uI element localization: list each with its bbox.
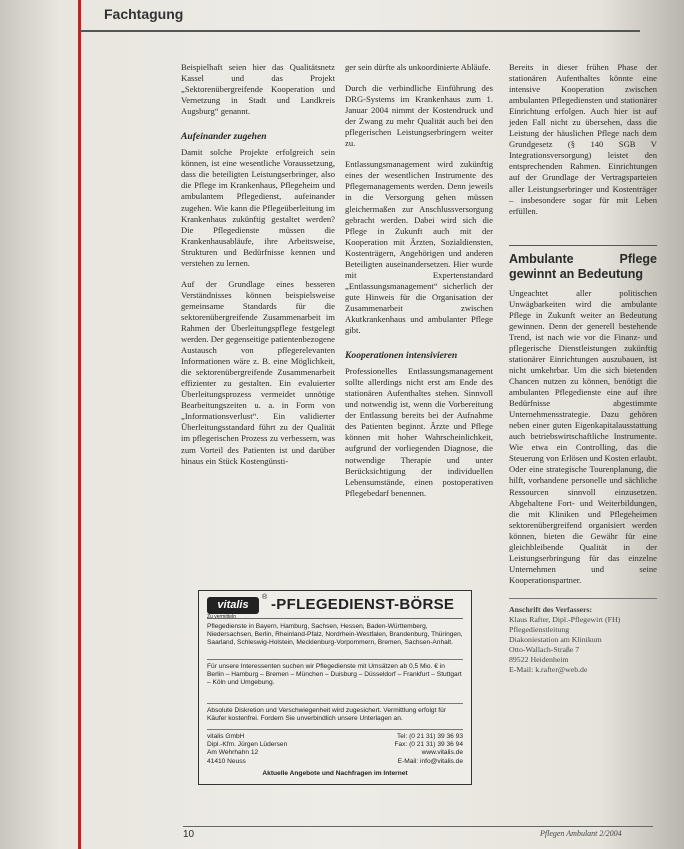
paragraph: ger sein dürfte als unkoordinierte Abläufe. <box>345 62 491 72</box>
subheading: Aufeinander zugehen <box>181 131 267 143</box>
ad-section: Pflegedienste in Bayern, Hamburg, Sachsen, Hessen, Baden-Württemberg, Niedersachsen, Berlin, Rheinland-Pfalz, Nordrhein-Westfalen, Brandenburg, Thüringen, Saarland, Schleswig-Holstein, Mecklenburg-Vorpommern, Bremen, Sachsen-Anhalt. <box>207 623 463 647</box>
author-line: Pflegedienstleitung <box>509 624 570 634</box>
paragraph: Ungeachtet aller politischen Unwägbarkeiten wird die ambulante Pflege in Zukunft weiter an Bedeutung gewinnen. Denn der generell bestehende Trend, ist nach wie vor die Finanz- und pflegerische Dienstleistungen zukünftig stationärer Einrichtungen auszubauen, ist nicht umkehrbar. Um die sich bietenden Chancen nutzen zu können, benötigt die ambulanten Pflegedienste eine auf ihre Bedürfnisse abgestimmte Unternehmensstrategie. Dazu gehören neben einer guten Eigenkapitalausstattung auch betriebswirtschaftliche Instrumente. Wie etwa ein Controlling, das die Steuerung von Erlösen und Kosten erlaubt. Oder eine strategische Tourenplanung, die hilft, vorhandene personelle und sächliche Ressourcen sinnvoll einzusetzen. Abgehaltene Fort- und Weiterbildungen, die mit Kliniken und Pflegeheimen sektorenübergreifend organisiert werden können, bieten die Gewähr für eine gleichbleibende Qualität in der Leistungserbringung für das einzelne Unternehmen und seine Kooperationspartner. <box>509 287 657 585</box>
author-address <box>509 598 657 675</box>
ad-header <box>207 596 463 619</box>
author-line: Diakoniestation am Klinikum <box>509 634 602 644</box>
section-title: Fachtagung <box>104 6 184 22</box>
paragraph: Bereits in dieser frühen Phase der stationären Aufenthaltes könnte eine intensive Kooperation zwischen ambulanten Pflegediensten und stationärer Einrichtung erfolgen. Auch hier ist auf jeden Fall nicht zu übersehen, dass die Leistung der häuslichen Pflege nach dem Grundgesetz (§ 140 SGB V Integrationsversorgung) leistet den entsprechenden Rahmen. Einrichtungen auf der Grundlage der Vertragsparteien aller Leistungserbringer und Kostenträger – insbesondere sogar für mit Leben erfüllen. <box>509 62 657 216</box>
ad-logo-subtitle: Zu vermitteln <box>207 614 236 620</box>
paragraph: Professionelles Entlassungsmanagement sollte allerdings nicht erst am Ende des stationären Aufenthaltes stehen. Sinnvoll und notwendig ist, wenn die Vorbereitung der Entlassung bereits bei der Aufnahme des Patienten beginnt. Ärzte und Pflege können mit hoher Wahrscheinlichkeit, aufgrund der vorliegenden Diagnose, die notwendige Therapie und unter Berücksichtigung der individuellen Lebensumstände, einen postoperativen Pflegebedarf benennen. <box>345 366 493 498</box>
registered-mark: ® <box>262 594 268 601</box>
paragraph: Auf der Grundlage eines besseren Verständnisses können beispielsweise gemeinsame Standards für die sektorenübergreifende Zusammenarbeit im Rahmen der Überleitungspflege festgelegt werden. Der gegenseitige patientenbezogene Austausch von pflegerelevanten Informationen wäre z. B. eine Möglichkeit, die sektorenübergreifende Zusammenarbeit effizienter zu gestalten. Ein evaluierter Überleitungsprozess vermeidet unnötige Bearbeitungszeiten u. a. in Form von „Informationsverlust“. Ein validierter Überleitungsstandard führt zu der Qualität im pflegerischen Prozess zu verbessern, was zum Vorteil des Patienten ist und darüber hinaus ein Stück Kostengünsti- <box>181 278 335 466</box>
address-line: Dipl.-Kfm. Jürgen Lüdersen <box>207 741 288 749</box>
paragraph: Durch die verbindliche Einführung des DRG-Systems im Krankenhaus zum 1. Januar 2004 nimmt der Kostendruck und der Zwang zu mehr Qualität auch bei den pflegerischen Leistungserbringern weiter zu. <box>345 83 493 149</box>
author-line: 89522 Heidenheim <box>509 654 569 664</box>
publication-name: Pflegen Ambulant 2/2004 <box>540 829 622 838</box>
paragraph: Entlassungsmanagement wird zukünftig eines der wesentlichen Instrumente des Pflegemanagements werden. Denn jeweils in die Versorgung gehen müssen gleichermaßen zur Anschlussversorgung gebracht werden. Dabei wird sich die Pflege in Zukunft auch mit der Kooperation mit Ärzten, Sozialdiensten, Kostenträgern, Angehörigen und anderen Beteiligten auseinandersetzen. Hier wurde mit Expertenstandard „Entlassungsmanagement“ sicherlich der gute Hinweis für die Organisation der Zusammenarbeit zwischen Akutkrankenhaus und ambulanter Pflege gibt. <box>345 159 493 336</box>
advertisement-box <box>198 590 472 785</box>
ad-section: Für unsere Interessenten suchen wir Pflegedienste mit Umsätzen ab 0,5 Mio. € in Berlin – Hamburg – Bremen – München – Duisburg – Düsseldorf – Frankfurt – Stuttgart – Köln und Umgebung. <box>207 659 463 688</box>
author-line: Klaus Rafter, Dipl.-Pflegewirt (FH) <box>509 614 621 624</box>
contact-line: Tel: (0 21 31) 39 36 93 <box>397 733 463 740</box>
ad-footer: Aktuelle Angebote und Nachfragen im Internet <box>262 770 408 777</box>
contact-line: www.vitalis.de <box>421 749 463 757</box>
column-2 <box>345 62 493 509</box>
page-number: 10 <box>183 829 195 840</box>
column-3 <box>509 62 657 675</box>
ad-phone-block <box>363 733 463 766</box>
column-1 <box>181 62 335 477</box>
margin-stripe <box>78 0 81 849</box>
ad-logo: vitalis <box>207 597 259 614</box>
subheading: Kooperationen intensivieren <box>345 350 458 362</box>
ad-contact <box>207 729 463 766</box>
paragraph: Beispielhaft seien hier das Qualitätsnetz Kassel und das Projekt „Sektorenübergreifende Kooperation und Vernetzung in Stadt und Landkreis Augsburg“ genannt. <box>181 62 335 117</box>
ad-section: Absolute Diskretion und Verschwiegenheit wird zugesichert. Vermittlung erfolgt für Käufer kostenfrei. Fordern Sie unverbindlich unsere Unterlagen an. <box>207 703 463 723</box>
contact-line: E-Mail: info@vitalis.de <box>397 757 463 765</box>
author-line: Otto-Wallach-Straße 7 <box>509 644 580 654</box>
author-label: Anschrift des Verfassers: <box>509 604 593 614</box>
paragraph: Damit solche Projekte erfolgreich sein können, ist eine wesentliche Voraussetzung, dass die beteiligten Leistungserbringer, also die Pflege im Krankenhaus, Pflegeheim und ambulantem Pflegedienst, aufeinander zugehen. Wie kann die Pflegeüberleitung im Krankenhaus zukünftig gestaltet werden? Die Pflegedienste müssen die Krankenhausabläufe, ihre Arbeitsweise, Strukturen und Bedürfnisse kennen und verstehen zu lernen. <box>181 147 335 268</box>
ad-address <box>207 733 357 766</box>
address-line: Am Wehrhahn 12 <box>207 749 259 757</box>
section-heading: Ambulante Pflege gewinnt an Bedeutung <box>509 245 657 282</box>
address-line: vitalis GmbH <box>207 733 245 740</box>
address-line: 41410 Neuss <box>207 757 246 765</box>
author-line: E-Mail: k.rafter@web.de <box>509 664 588 674</box>
ad-title: -PFLEGEDIENST-BÖRSE <box>271 596 455 613</box>
contact-line: Fax: (0 21 31) 39 36 94 <box>394 741 463 749</box>
footer-rule <box>183 826 653 827</box>
